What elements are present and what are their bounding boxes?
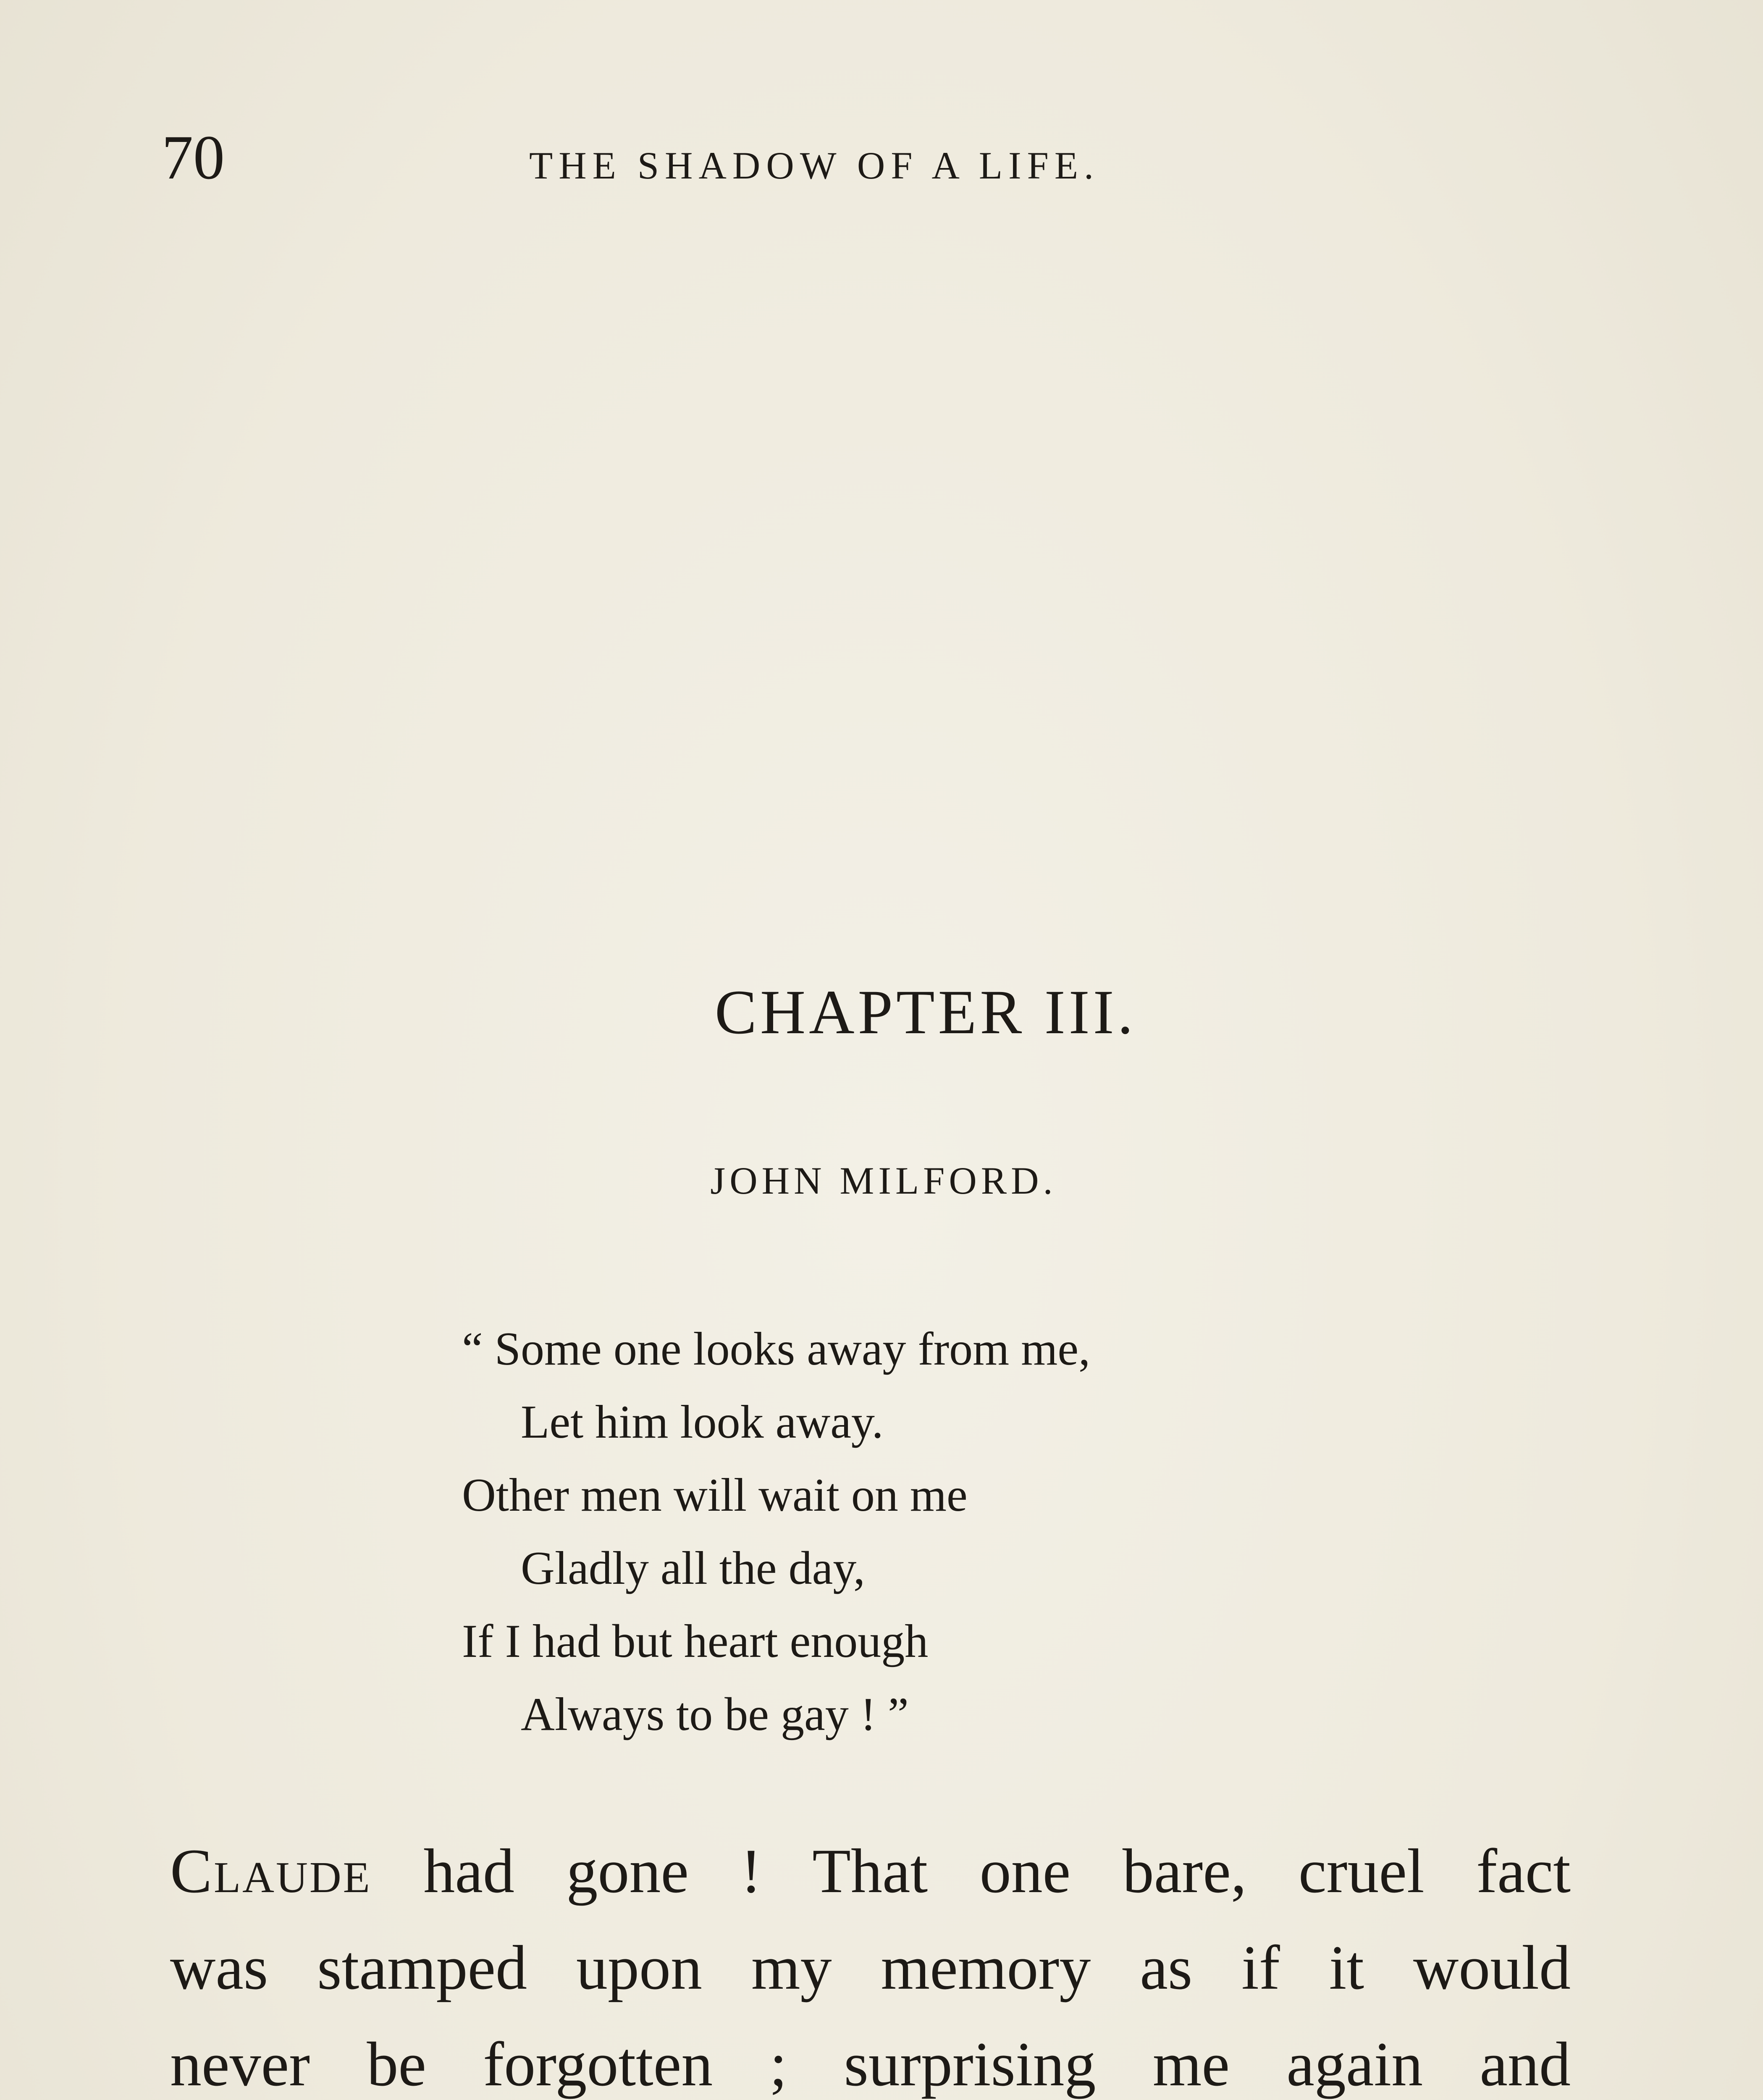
body-text — [170, 1823, 1571, 2100]
chapter-subtitle: JOHN MILFORD. — [710, 1159, 1057, 1202]
running-title: THE SHADOW OF A LIFE. — [529, 144, 1100, 187]
epigraph-line: Other men will wait on me — [462, 1469, 968, 1521]
epigraph-line: “ Some one looks away from me, — [462, 1323, 1091, 1375]
epigraph-line: If I had but heart enough — [462, 1615, 929, 1667]
epigraph-line: Always to be gay ! ” — [521, 1688, 909, 1740]
body-line: was stamped upon my memory as if it would — [170, 1933, 1571, 2003]
body-line: never be forgotten ; surprising me again and — [170, 2029, 1571, 2099]
chapter-title: CHAPTER III. — [714, 977, 1137, 1047]
epigraph-line: Gladly all the day, — [521, 1542, 866, 1594]
show-through-texture — [160, 269, 1579, 366]
lead-word: Claude — [170, 1836, 372, 1906]
page-number: 70 — [162, 123, 225, 192]
epigraph — [462, 1312, 1090, 1751]
body-line — [170, 1823, 1571, 1919]
epigraph-line: Let him look away. — [521, 1396, 884, 1448]
first-line-text: had gone ! That one bare, cruel fact — [423, 1836, 1571, 1906]
